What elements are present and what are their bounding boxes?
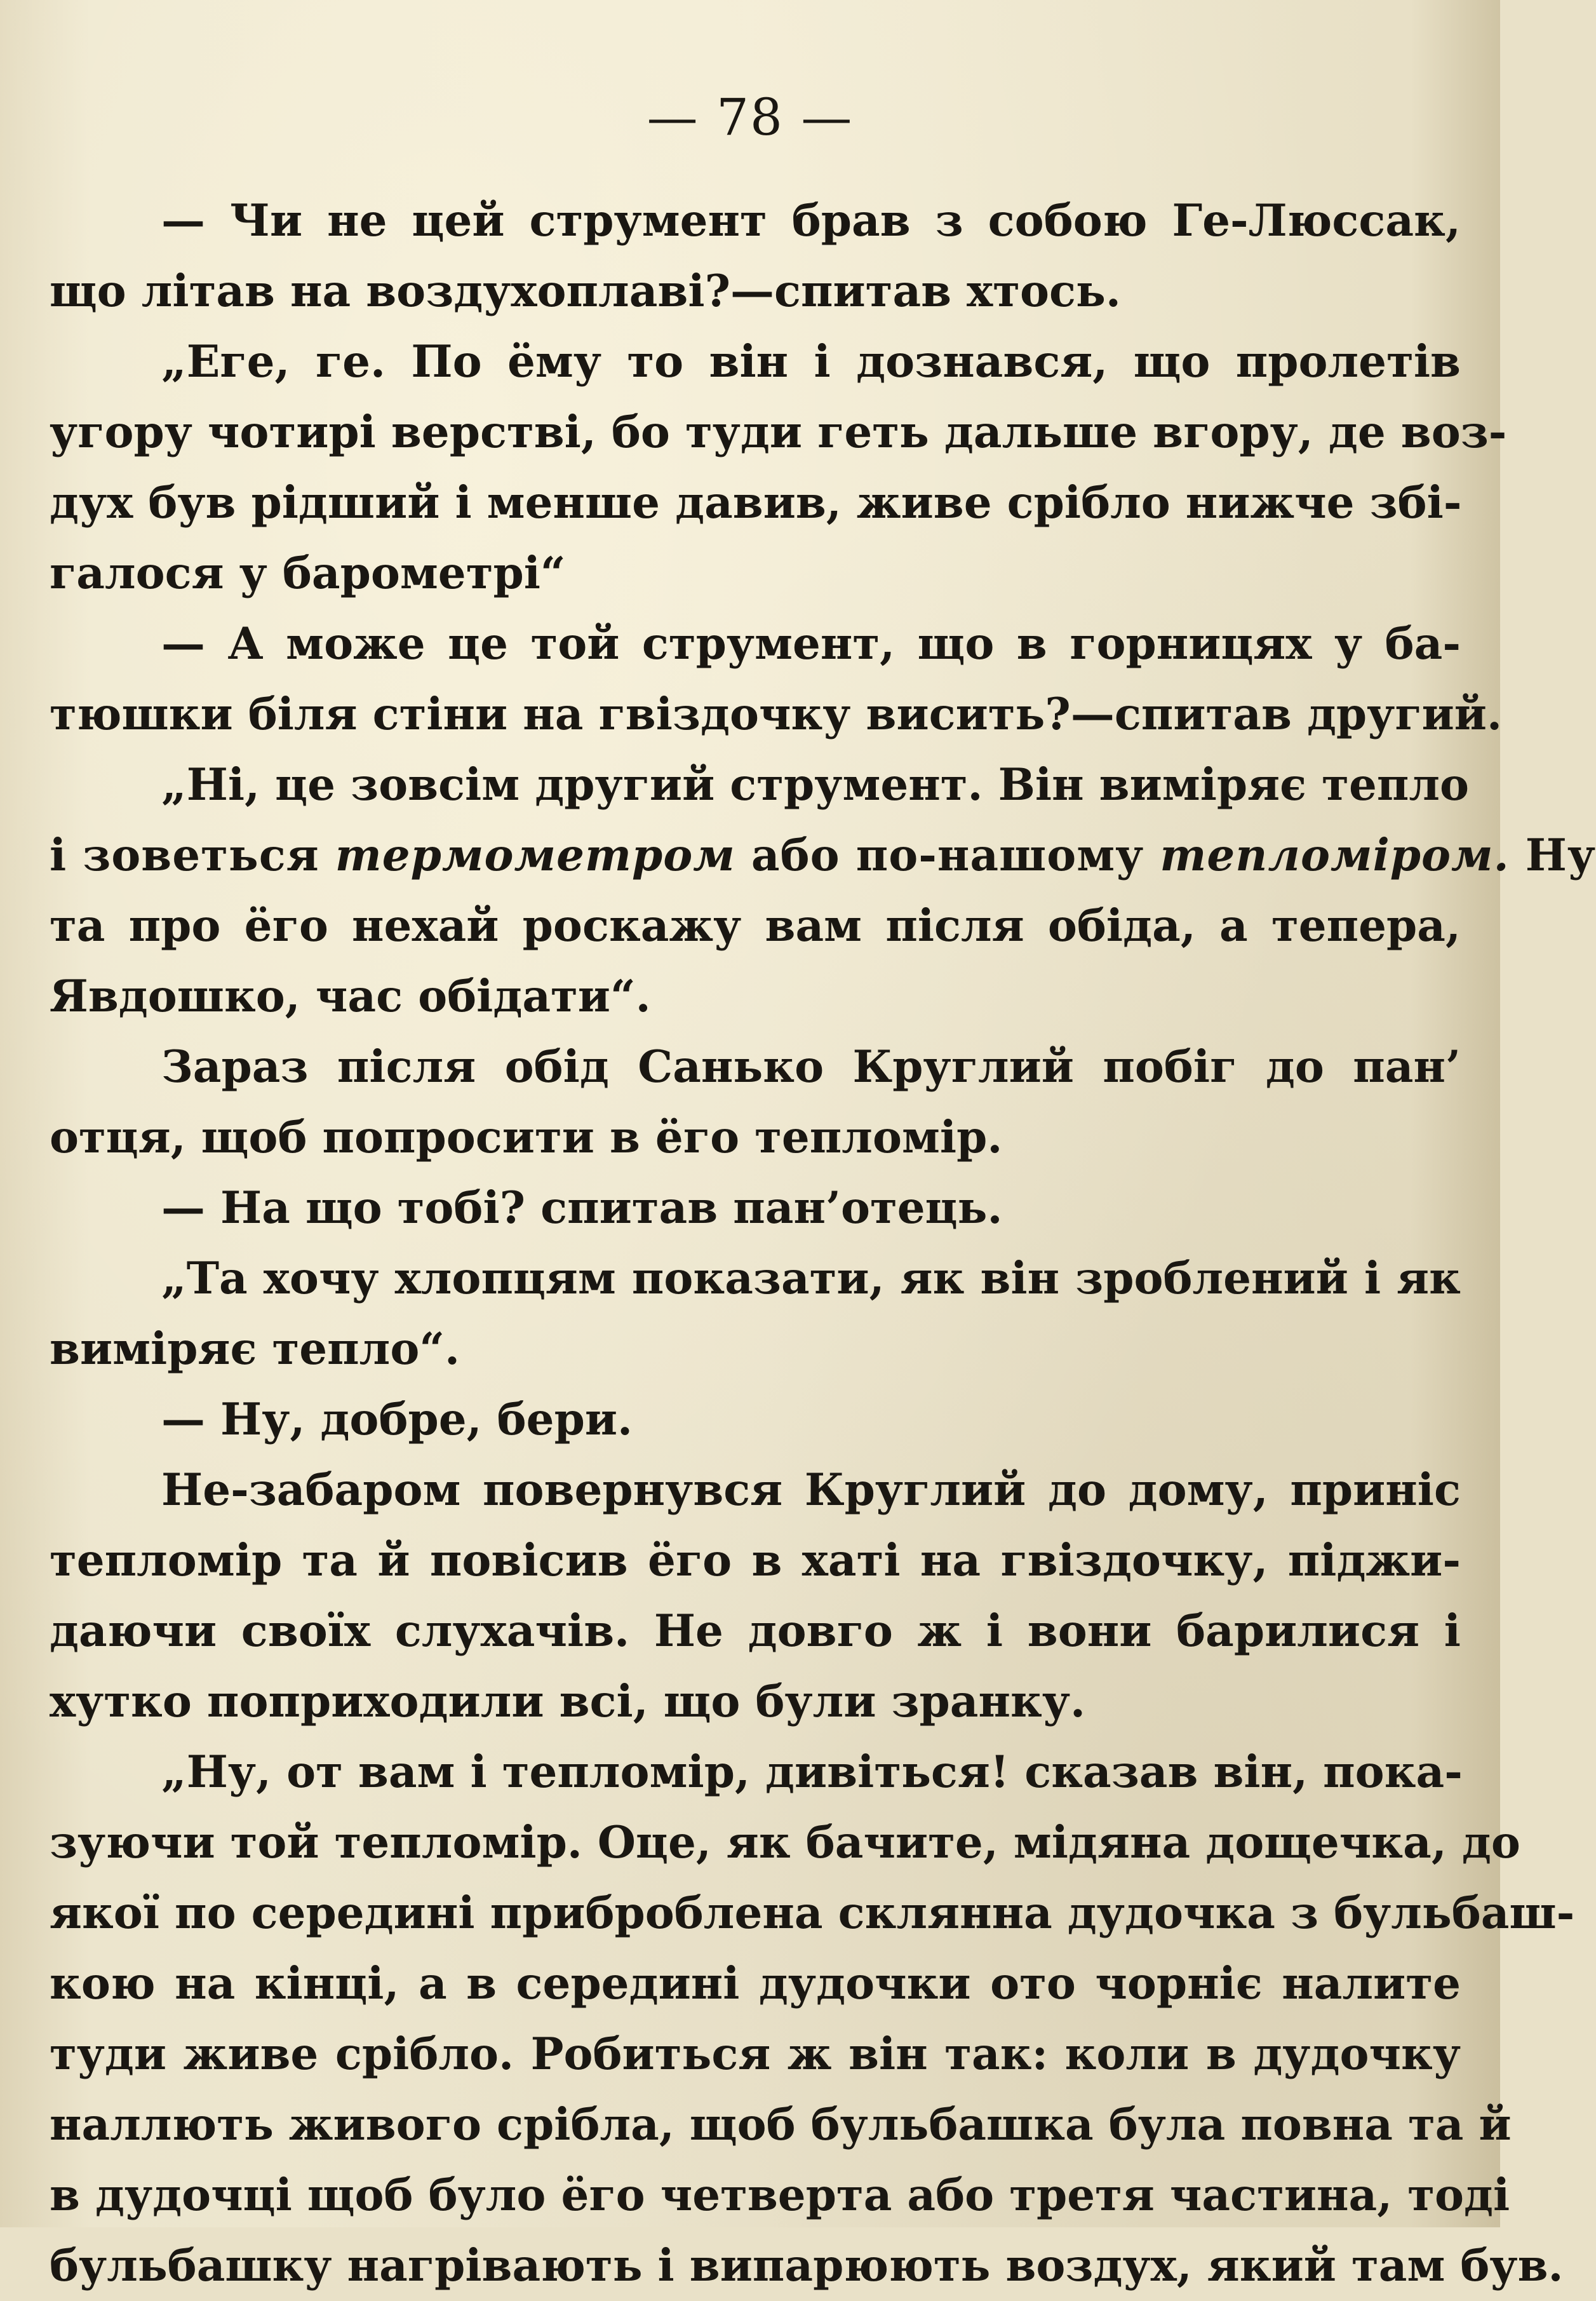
text-line: кою на кінці, а в середині дудочки ото чорніє налите bbox=[50, 1958, 1461, 2009]
text-line: угору чотирі верстві, бо туди геть дальше вгору, де воз- bbox=[50, 407, 1507, 458]
text-line: — Ну, добре, бери. bbox=[161, 1394, 633, 1445]
text-line: якої по середині приброблена склянна дудочка з бульбаш- bbox=[50, 1887, 1575, 1939]
text-line: дух був рідший і менше давив, живе срібло нижче збі- bbox=[50, 477, 1462, 529]
text-line: в дудочці щоб було ёго четверта або третя частина, тоді bbox=[50, 2169, 1510, 2221]
text-line: — А може це той струмент, що в горницях у ба- bbox=[161, 618, 1461, 670]
text-segment: або по-нашому bbox=[735, 830, 1160, 881]
text-line: наллють живого срібла, щоб бульбашка була повна та й bbox=[50, 2099, 1512, 2150]
text-line: „Ну, от вам і тепломір, дивіться! сказав він, пока- bbox=[161, 1746, 1463, 1798]
text-line: отця, щоб попросити в ёго тепломір. bbox=[50, 1112, 1003, 1163]
text-line: та про ёго нехай роскажу вам після обіда, а тепера, bbox=[50, 900, 1461, 952]
text-line: Явдошко, час обідати“. bbox=[50, 971, 651, 1022]
text-line-with-italics bbox=[50, 820, 1596, 891]
text-line: „Еге, ге. По ёму то він і дознався, що пролетів bbox=[161, 336, 1461, 388]
text-line: — Чи не цей струмент брав з собою Ге-Люссак, bbox=[161, 195, 1461, 246]
text-line: виміряє тепло“. bbox=[50, 1323, 460, 1375]
text-line: даючи своїх слухачів. Не довго ж і вони барилися і bbox=[50, 1605, 1461, 1657]
text-line: тюшки біля стіни на гвіздочку висить?—спитав другий. bbox=[50, 689, 1503, 740]
text-line: „Та хочу хлопцям показати, як він зроблений і як bbox=[161, 1253, 1461, 1304]
text-line: хутко поприходили всі, що були зранку. bbox=[50, 1676, 1086, 1727]
italic-term-thermometer: термометром bbox=[335, 830, 735, 881]
body-text bbox=[50, 186, 1596, 2301]
text-line: зуючи той тепломір. Оце, як бачите, мідяна дощечка, до bbox=[50, 1817, 1520, 1868]
text-line: „Ні, це зовсім другий струмент. Він виміряє тепло bbox=[161, 759, 1470, 811]
text-line: Не-забаром повернувся Круглий до дому, приніс bbox=[161, 1464, 1461, 1516]
text-line: Зараз після обід Санько Круглий побіг до пан’ bbox=[161, 1041, 1461, 1093]
page-number: — 78 — bbox=[647, 88, 854, 147]
text-line: — На що тобі? спитав пан’отець. bbox=[161, 1182, 1003, 1234]
text-segment: і зоветься bbox=[50, 830, 335, 881]
text-line: туди живе срібло. Робиться ж він так: коли в дудочку bbox=[50, 2028, 1461, 2080]
text-line: що літав на воздухоплаві?—спитав хтось. bbox=[50, 266, 1121, 317]
italic-term-teplomir: тепломіром. bbox=[1160, 830, 1510, 881]
text-line: галося у барометрі“ bbox=[50, 548, 566, 599]
text-line: бульбашку нагрівають і випарюють воздух, який там був. bbox=[50, 2240, 1564, 2291]
text-segment: Ну bbox=[1509, 830, 1596, 881]
text-line: тепломір та й повісив ёго в хаті на гвіздочку, піджи- bbox=[50, 1535, 1461, 1586]
